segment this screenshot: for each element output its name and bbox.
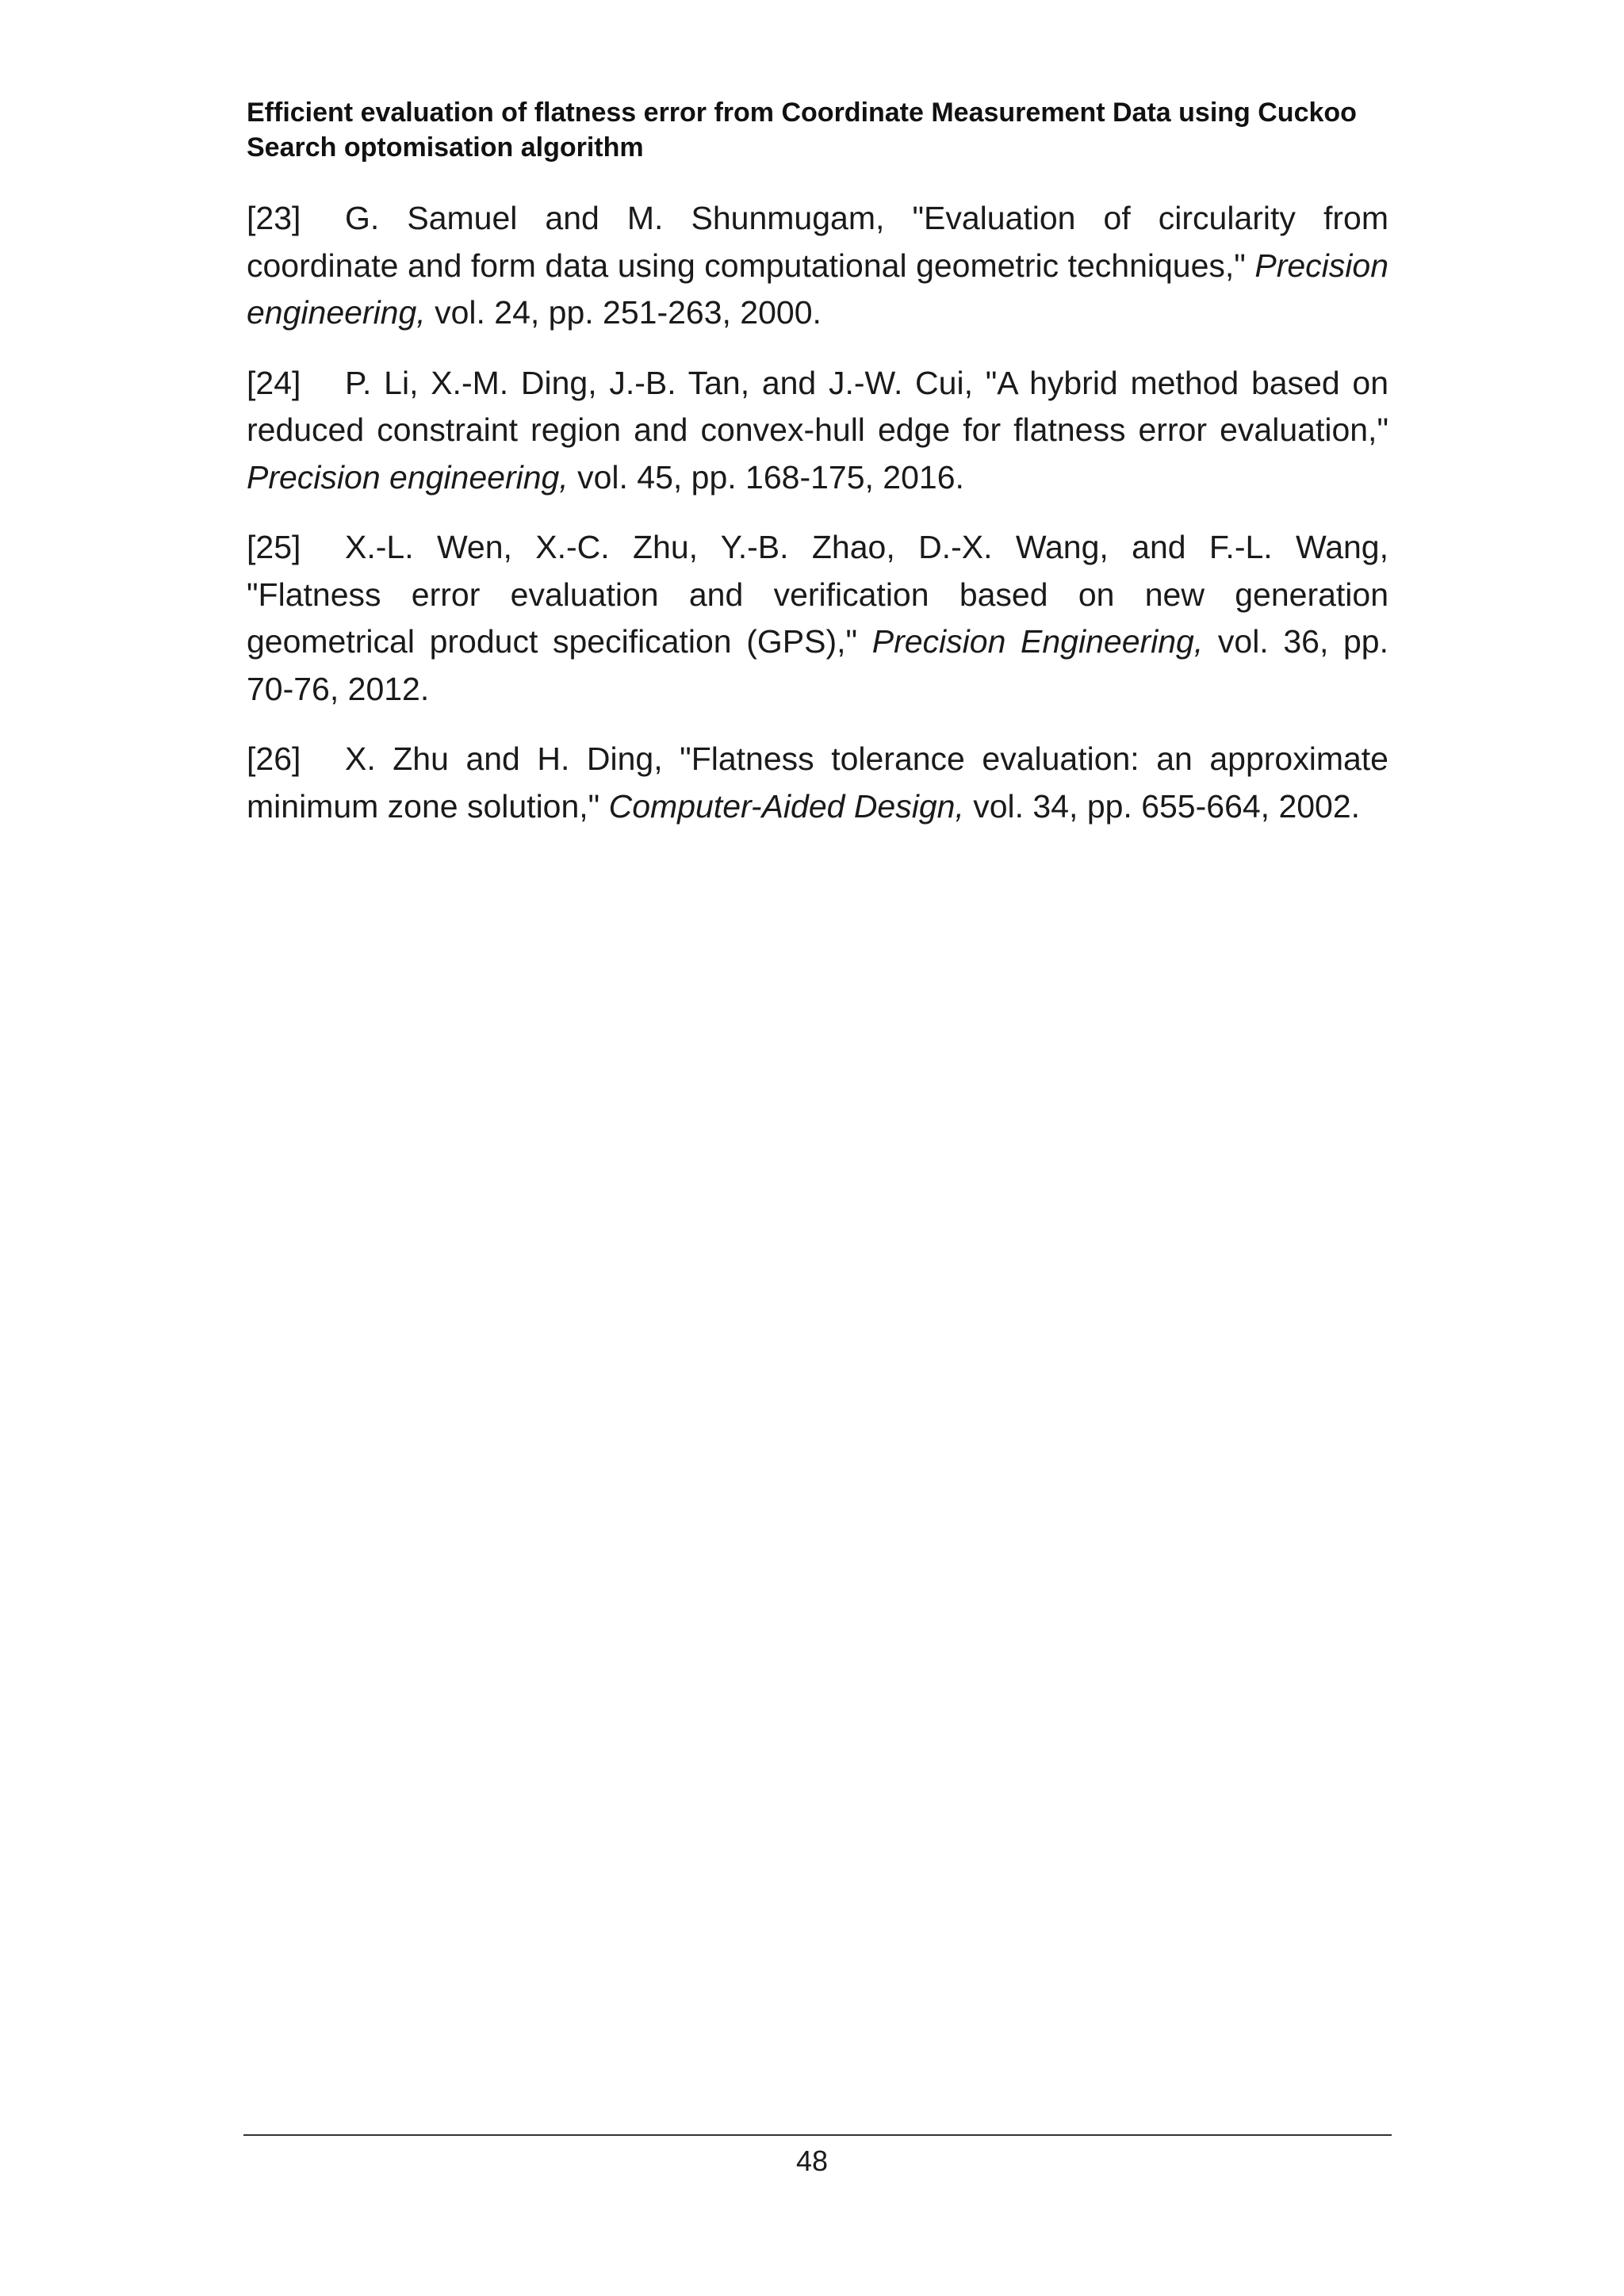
reference-text: G. Samuel and M. Shunmugam, "Evaluation of circularity from coordinate and form data using computational geometric techniques,"	[247, 200, 1388, 284]
reference-details: vol. 45, pp. 168-175, 2016.	[568, 458, 964, 496]
reference-journal: Computer-Aided Design,	[608, 787, 964, 825]
reference-text: X.-L. Wen, X.-C. Zhu, Y.-B. Zhao, D.-X. Wang, and F.-L. Wang, "Flatness error evaluation and verification based on new generation geometrical product specification (GPS),"	[247, 529, 1388, 660]
reference-details: vol. 34, pp. 655-664, 2002.	[963, 787, 1361, 825]
reference-text: P. Li, X.-M. Ding, J.-B. Tan, and J.-W. Cui, "A hybrid method based on reduced constraint region and convex-hull edge for flatness error evaluation,"	[247, 364, 1388, 448]
reference-item	[247, 360, 1388, 502]
reference-number: [25]	[247, 529, 301, 565]
running-header: Efficient evaluation of flatness error from Coordinate Measurement Data using Cuckoo Search optomisation algorithm	[247, 98, 1357, 163]
reference-text: X. Zhu and H. Ding, "Flatness tolerance evaluation: an approximate minimum zone solution,"	[247, 740, 1388, 825]
page-number: 48	[795, 2145, 829, 2177]
reference-number: [23]	[247, 200, 301, 236]
reference-details: vol. 24, pp. 251-263, 2000.	[425, 294, 822, 331]
reference-item	[247, 524, 1388, 713]
reference-list	[247, 195, 1388, 853]
footer-divider	[243, 2134, 1392, 2136]
reference-item	[247, 195, 1388, 337]
reference-journal: Precision engineering,	[247, 458, 569, 496]
reference-journal: Precision engineering,	[247, 247, 1388, 331]
reference-item	[247, 736, 1388, 830]
reference-number: [24]	[247, 364, 301, 401]
reference-number: [26]	[247, 740, 301, 777]
reference-journal: Precision Engineering,	[871, 623, 1204, 660]
reference-details: vol. 36, pp. 70-76, 2012.	[247, 623, 1388, 707]
